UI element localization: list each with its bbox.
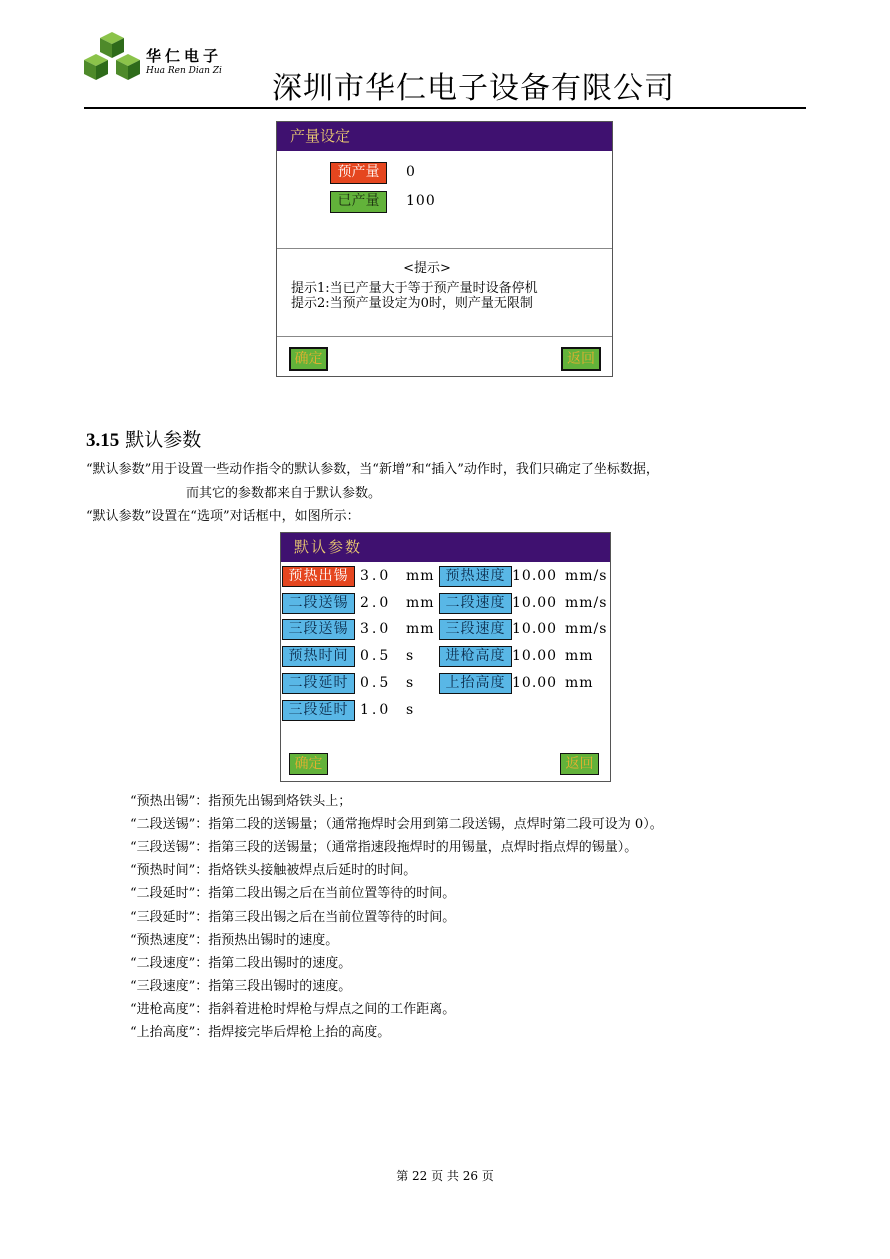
right-param-value[interactable]: 10.00 [512,621,558,637]
left-param-label[interactable]: 二段延时 [282,673,355,694]
right-param-label[interactable]: 上抬高度 [439,673,512,694]
right-param-value[interactable]: 10.00 [512,648,558,664]
left-param-label[interactable]: 三段延时 [282,700,355,721]
definition-item: “上抬高度”：指焊接完毕后焊枪上抬的高度。 [130,1025,391,1040]
preset-quantity-value[interactable]: 0 [406,164,416,180]
left-param-unit: s [406,702,415,718]
right-param-label[interactable]: 预热速度 [439,566,512,587]
definition-item: “进枪高度”：指斜着进枪时焊枪与焊点之间的工作距离。 [130,1002,456,1017]
production-title-bar: 产量设定 [277,122,612,151]
right-param-label[interactable]: 三段速度 [439,619,512,640]
right-param-unit: mm/s [565,595,608,611]
left-param-value[interactable]: 1.0 [360,702,392,718]
left-param-unit: mm [406,595,435,611]
right-param-value[interactable]: 10.00 [512,595,558,611]
preset-quantity-label[interactable]: 预产量 [330,162,387,184]
section-paragraph-1b: 而其它的参数都来自于默认参数。 [186,486,382,501]
definition-item: “三段速度”：指第三段出锡时的速度。 [130,979,352,994]
hint-title: <提示> [403,261,451,276]
left-param-value[interactable]: 2.0 [360,595,392,611]
right-param-label[interactable]: 进枪高度 [439,646,512,667]
definition-item: “二段速度”：指第二段出锡时的速度。 [130,956,352,971]
company-name: 深圳市华仁电子设备有限公司 [272,71,675,106]
left-param-value[interactable]: 3.0 [360,568,392,584]
definition-item: “二段延时”：指第二段出锡之后在当前位置等待的时间。 [130,886,456,901]
production-ok-button[interactable]: 确定 [289,347,328,371]
section-heading [86,425,201,452]
defaults-title-bar: 默认参数 [281,533,610,562]
right-param-unit: mm [565,675,594,691]
default-parameters-screen [280,532,611,782]
section-number: 3.15 [86,430,120,451]
left-param-label[interactable]: 预热时间 [282,646,355,667]
section-paragraph-2: “默认参数”设置在“选项”对话框中，如图所示： [86,509,360,524]
definition-item: “预热出锡”：指预先出锡到烙铁头上； [130,794,352,809]
left-param-label[interactable]: 预热出锡 [282,566,355,587]
left-param-unit: s [406,675,415,691]
right-param-label[interactable]: 二段速度 [439,593,512,614]
production-back-button[interactable]: 返回 [561,347,601,371]
defaults-back-button[interactable]: 返回 [560,753,599,775]
right-param-value[interactable]: 10.00 [512,675,558,691]
definition-item: “预热时间”：指烙铁头接触被焊点后延时的时间。 [130,863,417,878]
hint-divider [277,248,612,249]
left-param-label[interactable]: 二段送锡 [282,593,355,614]
definition-item: “三段送锡”：指第三段的送锡量；（通常指速段拖焊时的用锡量，点焊时指点焊的锡量）。 [130,840,638,855]
section-title: 默认参数 [125,429,202,451]
hint-line-1: 提示1:当已产量大于等于预产量时设备停机 [291,281,538,296]
right-param-unit: mm [565,648,594,664]
definition-item: “二段送锡”：指第二段的送锡量；（通常拖焊时会用到第二段送锡，点焊时第二段可设为 0）。 [130,817,663,832]
logo-chinese-name: 华仁电子 [146,47,223,65]
production-settings-screen [276,121,613,377]
right-param-unit: mm/s [565,568,608,584]
definition-item: “三段延时”：指第三段出锡之后在当前位置等待的时间。 [130,910,456,925]
left-param-value[interactable]: 0.5 [360,648,392,664]
left-param-unit: mm [406,621,435,637]
left-param-label[interactable]: 三段送锡 [282,619,355,640]
left-param-unit: s [406,648,415,664]
definition-item: “预热速度”：指预热出锡时的速度。 [130,933,339,948]
hint-line-2: 提示2:当预产量设定为0时，则产量无限制 [291,296,533,311]
left-param-unit: mm [406,568,435,584]
produced-quantity-label: 已产量 [330,191,387,213]
defaults-ok-button[interactable]: 确定 [289,753,328,775]
logo-english-name: Hua Ren Dian Zi [146,66,222,76]
produced-quantity-value: 100 [406,193,436,209]
page-footer: 第 22 页 共 26 页 [396,1169,494,1183]
left-param-value[interactable]: 0.5 [360,675,392,691]
right-param-value[interactable]: 10.00 [512,568,558,584]
company-logo [82,30,142,90]
button-divider [277,336,612,337]
right-param-unit: mm/s [565,621,608,637]
header-divider [84,107,806,109]
left-param-value[interactable]: 3.0 [360,621,392,637]
section-paragraph-1a: “默认参数”用于设置一些动作指令的默认参数，当“新增”和“插入”动作时，我们只确定了坐标数据， [86,462,659,477]
